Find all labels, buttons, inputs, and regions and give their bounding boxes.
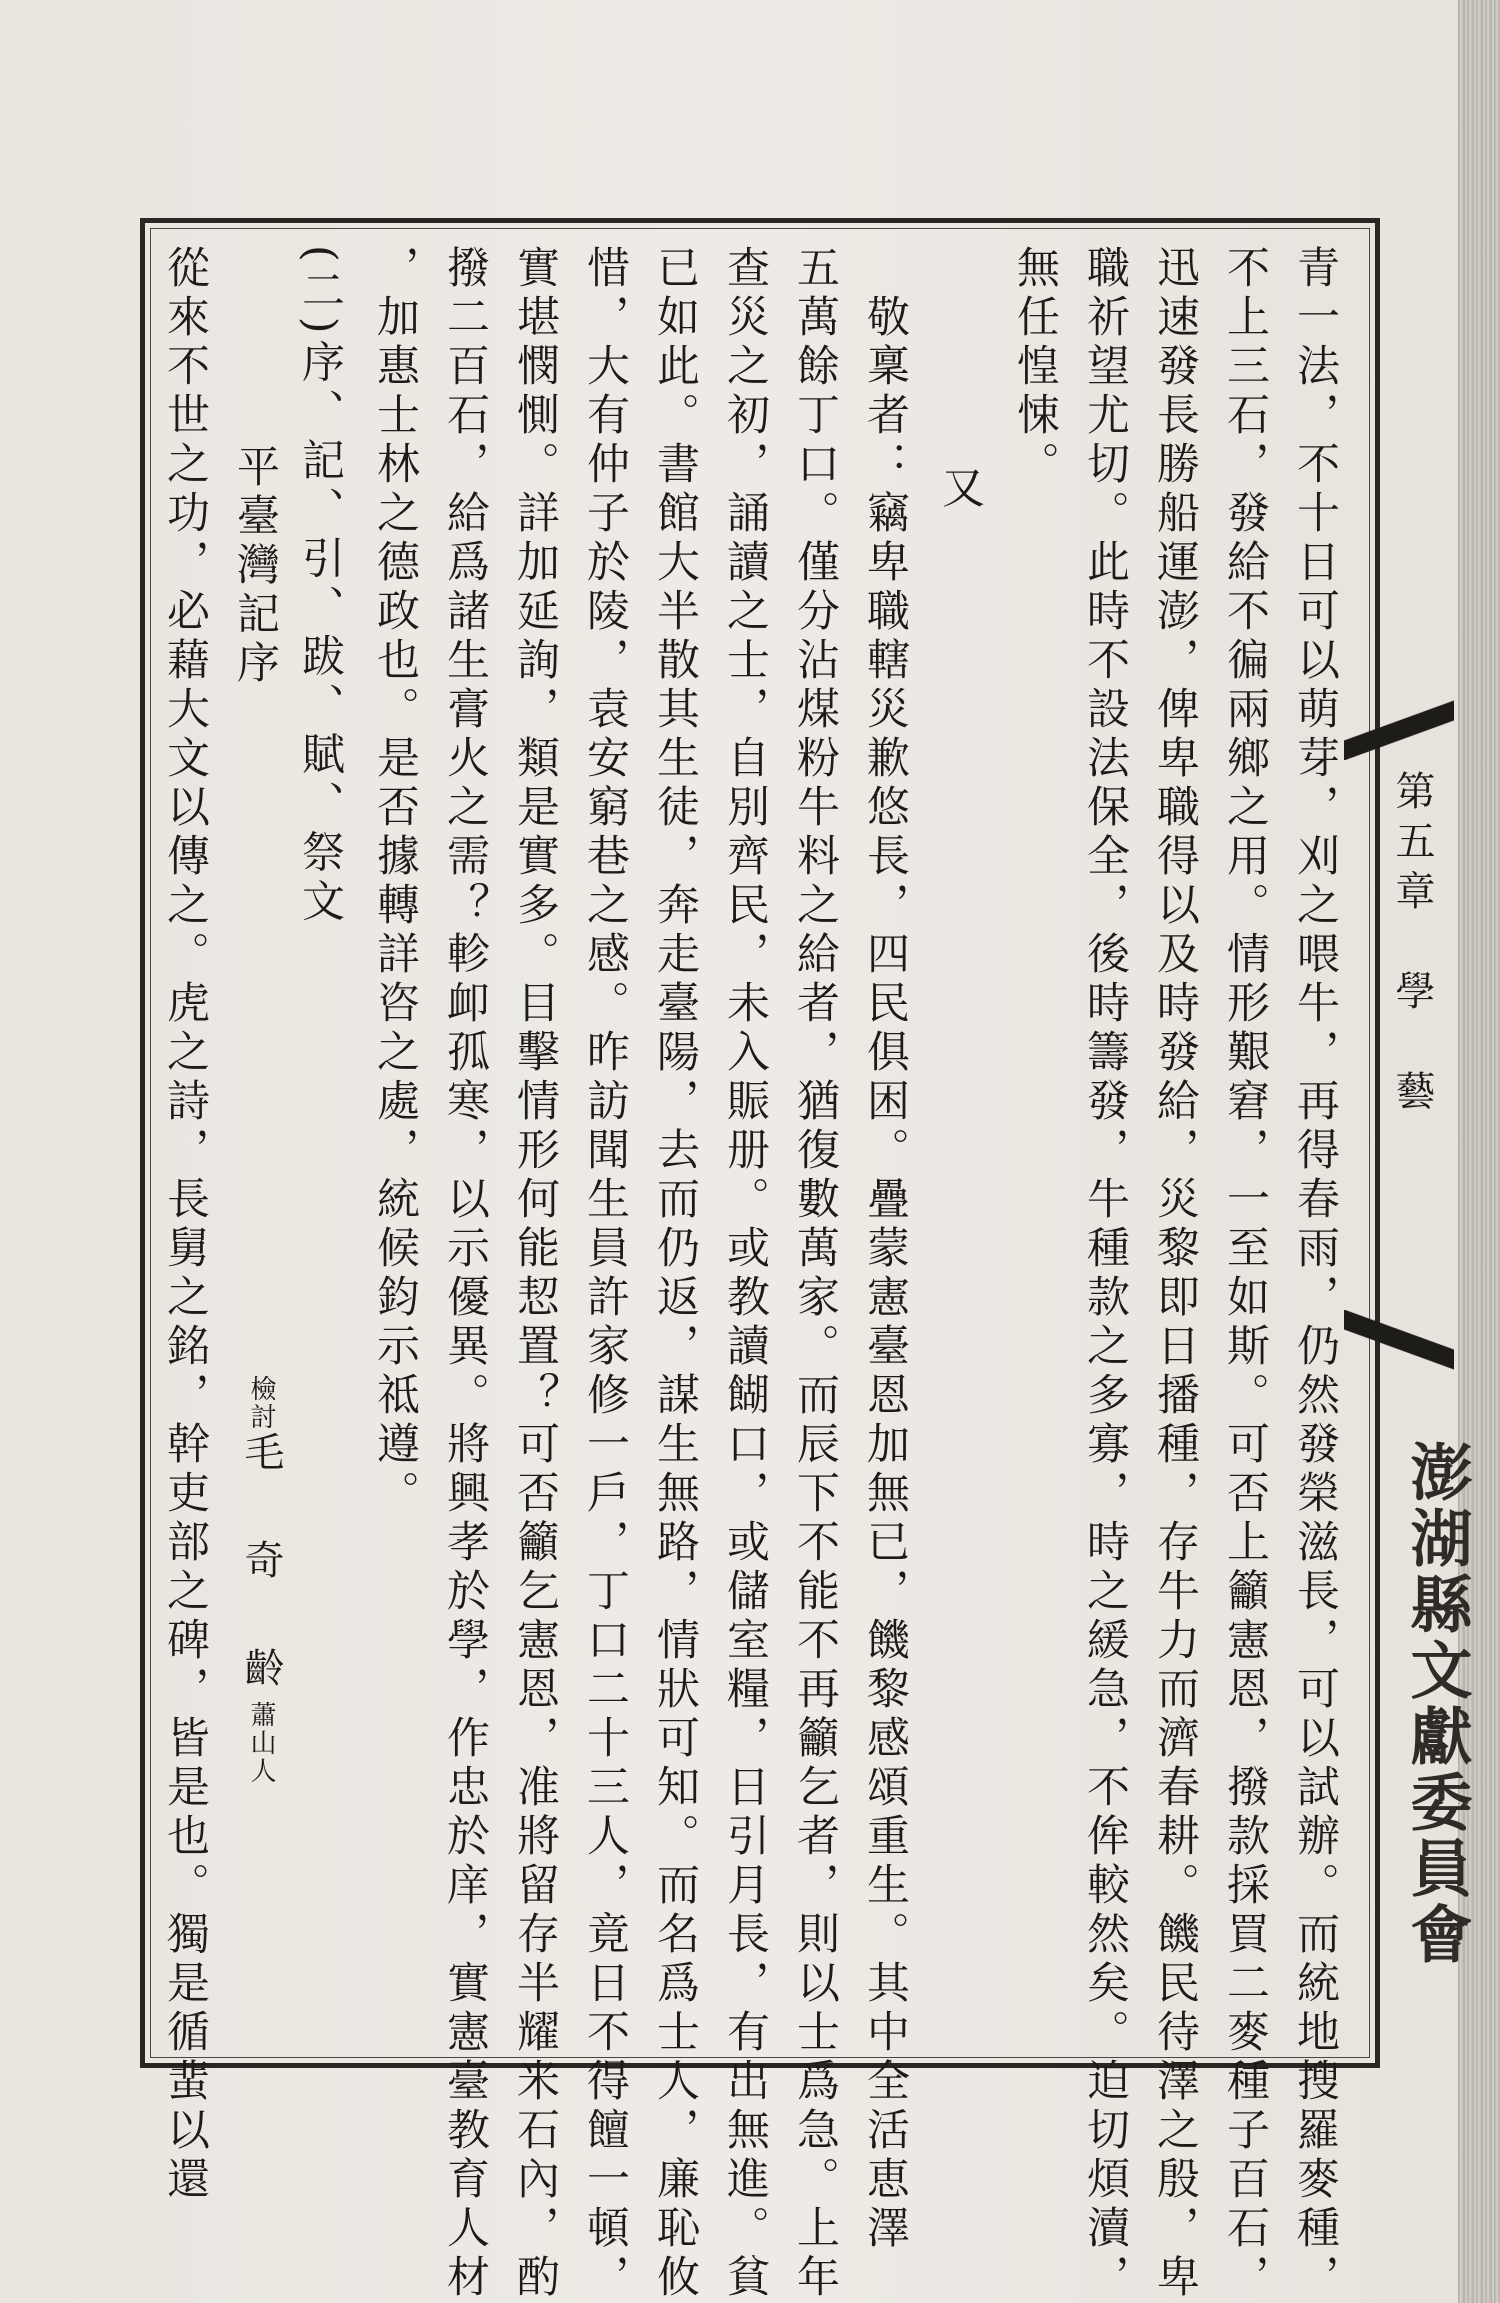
text-column: 敬稟者：竊卑職轄災歉悠長，四民俱困。疊蒙憲臺恩加無已，饑黎感頌重生。其中全活恵澤 <box>860 245 910 2254</box>
author-signature <box>233 1375 290 1785</box>
text-column: 迅速發長勝船運澎，俾卑職得以及時發給，災黎即日播種，存牛力而濟春耕。饑民待澤之殷，卑 <box>1150 245 1200 2303</box>
text-column: 從來不世之功，必藉大文以傳之。虎之詩，長舅之銘，幹吏部之碑，皆是也。獨是循蜚以還 <box>160 245 210 2205</box>
section-marker-you: 又 <box>935 465 985 514</box>
text-column: 已如此。書館大半散其生徒，奔走臺陽，去而仍返，謀生無路，情狀可知。而名爲士人，廉恥攸 <box>650 245 700 2303</box>
section-heading: (二)序、記、引、跋、賦、祭文 <box>295 245 345 928</box>
text-column: ，加惠士林之德政也。是否據轉詳咨之處，統候鈞示祗遵。 <box>370 245 420 1519</box>
text-column: 青一法，不十日可以萌芽，刈之喂牛，再得春雨，仍然發榮滋長，可以試辦。而統地搜羅麥種， <box>1290 245 1340 2303</box>
author-name: 毛 奇 齡 <box>238 1431 284 1701</box>
chapter-heading: 第五章 學 藝 <box>1389 770 1435 1120</box>
author-origin: 蕭山人 <box>246 1701 276 1785</box>
text-column: 惜，大有仲子於陵，袁安窮巷之感。昨訪聞生員許家修一戶，丁口二十三人，竟日不得饘一頓， <box>580 245 630 2303</box>
text-column: 撥二百石，給爲諸生膏火之需？軫卹孤寒，以示優異。將興孝於學，作忠於庠，實憲臺教育人材 <box>440 245 490 2303</box>
library-seal-stamp: 澎湖縣文獻委員會 <box>1400 1440 1473 1968</box>
tab-wedge-top <box>1344 700 1454 760</box>
text-column: 無任惶悚。 <box>1010 245 1060 490</box>
text-column: 不上三石，發給不徧兩鄉之用。情形艱窘，一至如斯。可否上籲憲恩，撥款採買二麥種子百石， <box>1220 245 1270 2303</box>
text-column: 查災之初，誦讀之士，自別齊民，未入賑册。或教讀餬口，或儲室糧，日引月長，有出無進。貧 <box>720 245 770 2303</box>
author-role: 檢討 <box>246 1375 276 1431</box>
text-column: 職祈望尤切。此時不設法保全，後時籌發，牛種款之多寡，時之緩急，不侔較然矣。迫切煩瀆， <box>1080 245 1130 2303</box>
tab-wedge-bottom <box>1344 1310 1454 1370</box>
article-title: 平臺灣記序 <box>230 395 280 689</box>
text-column: 實堪憫惻。詳加延詢，類是實多。目擊情形何能恝置？可否籲乞憲恩，准將留存半耀米石內，酌 <box>510 245 560 2303</box>
text-column: 五萬餘丁口。僅分沾煤粉牛料之給者，猶復數萬家。而辰下不能不再籲乞者，則以士爲急。上年 <box>790 245 840 2303</box>
vertical-text-body <box>160 245 1340 2303</box>
